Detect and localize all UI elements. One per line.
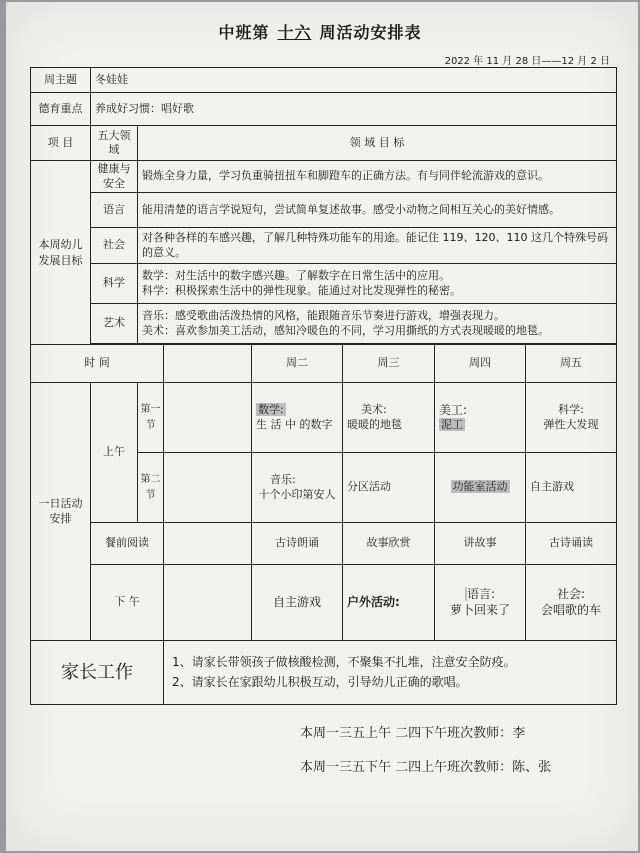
footer-line-2: 本周一三五下午 二四上午班次教师：陈、张 — [300, 760, 552, 775]
blank-cell — [164, 453, 252, 523]
activity-label: 语言: — [466, 586, 496, 601]
moral-value: 养成好习惯：唱好歌 — [91, 93, 617, 126]
goal-row — [31, 193, 617, 228]
cell-thu-reading: 讲故事 — [435, 523, 526, 565]
blank-cell — [164, 383, 252, 453]
cell-tue-s2 — [252, 453, 343, 523]
domains-header: 五大领域 — [91, 126, 138, 161]
table-header-row — [31, 126, 617, 161]
goal-domain: 社会 — [91, 228, 138, 264]
cell-wed-afternoon: 户外活动: — [343, 565, 435, 641]
goal-domain: 艺术 — [91, 304, 138, 344]
parents-label: 家长工作 — [31, 641, 164, 705]
theme-value: 冬娃娃 — [91, 68, 617, 93]
activity-label: 数学: — [258, 403, 284, 417]
moral-label: 德育重点 — [31, 93, 91, 126]
title-suffix: 周活动安排表 — [319, 23, 422, 42]
title-prefix: 中班第 — [218, 23, 270, 42]
cell-fri-reading: 古诗诵读 — [526, 523, 617, 565]
cell-thu-s2 — [435, 453, 526, 523]
goals-header: 领 域 目 标 — [138, 126, 617, 161]
parents-item: 1、请家长带领孩子做核酸检测，不聚集不扎堆，注意安全防疫。 — [172, 655, 516, 670]
activity-body: 弹性大发现 — [543, 417, 599, 431]
activity-body: 萝卜回来了 — [449, 602, 510, 617]
activity-label: 音乐: — [270, 473, 296, 487]
theme-label: 周主题 — [31, 68, 91, 93]
schedule-table — [30, 67, 617, 705]
day-header-thu: 周四 — [435, 345, 526, 383]
date-range: 2022 年 11 月 28 日——12 月 2 日 — [444, 56, 610, 67]
goal-row — [31, 304, 617, 344]
activity-label: 社会: — [556, 586, 586, 601]
activity-body: 会唱歌的车 — [540, 602, 601, 617]
day-header-tue: 周二 — [252, 345, 343, 383]
day-header-fri: 周五 — [526, 345, 617, 383]
cell-fri-s1 — [526, 383, 617, 453]
activity-body: 生 活 中 的数字 — [256, 417, 333, 431]
time-label: 时 间 — [31, 345, 164, 383]
goal-text: 对各种各样的车感兴趣，了解几种特殊功能车的用途。能记住 119、120、110 这几个特殊号码的意义。 — [138, 228, 617, 264]
activity-label: 科学: — [558, 403, 584, 417]
day-header-wed: 周三 — [343, 345, 435, 383]
activity-label: 美工: — [439, 402, 468, 417]
goals-block-label: 本周幼儿发展目标 — [31, 161, 91, 345]
afternoon-label: 下 午 — [91, 565, 164, 641]
activity-body: 泥工 — [441, 418, 463, 432]
session1-row — [31, 383, 617, 453]
footer-line-1: 本周一三五上午 二四下午班次教师：李 — [300, 726, 526, 741]
time-header-row — [31, 345, 617, 383]
goal-row — [31, 228, 617, 264]
activity-body: 十个小印第安人 — [258, 487, 336, 501]
page-title — [0, 20, 640, 43]
parents-row — [31, 641, 617, 705]
cell-wed-s1 — [343, 383, 435, 453]
day-header — [164, 345, 252, 383]
activity-body: 暖暖的地毯 — [347, 417, 402, 431]
goal-line: 美术：喜欢参加美工活动，感知冷暖色的不同，学习用撕纸的方式表现暖暖的地毯。 — [142, 323, 549, 337]
goal-text — [138, 264, 617, 304]
afternoon-row — [31, 565, 617, 641]
reading-row — [31, 523, 617, 565]
theme-row — [31, 68, 617, 93]
cell-thu-s1 — [435, 383, 526, 453]
morning-label: 上午 — [91, 383, 138, 523]
cell-wed-s2: 分区活动 — [343, 453, 435, 523]
cell-tue-afternoon: 自主游戏 — [252, 565, 343, 641]
project-header: 项 目 — [31, 126, 91, 161]
cell-tue-reading: 古诗朗诵 — [252, 523, 343, 565]
week-number: 十六 — [277, 23, 312, 42]
goal-row — [31, 161, 617, 193]
parents-item: 2、请家长在家跟幼儿积极互动，引导幼儿正确的歌唱。 — [172, 674, 468, 689]
goal-line: 数学：对生活中的数字感兴趣。了解数字在日常生活中的应用。 — [142, 269, 450, 283]
goal-line: 科学：积极探索生活中的弹性现象。能通过对比发现弹性的秘密。 — [142, 283, 461, 297]
blank-cell — [164, 565, 252, 641]
cell-fri-afternoon — [526, 565, 617, 641]
block-label: 一日活动安排 — [31, 383, 91, 641]
blank-cell — [164, 523, 252, 565]
reading-label: 餐前阅读 — [91, 523, 164, 565]
goal-text: 锻炼全身力量，学习负重骑扭扭车和脚蹬车的正确方法。有与同伴轮流游戏的意识。 — [138, 161, 617, 193]
goal-domain: 科学 — [91, 264, 138, 304]
cell-fri-s2: 自主游戏 — [526, 453, 617, 523]
moral-row — [31, 93, 617, 126]
goal-line: 音乐：感受歌曲活泼热情的风格，能跟随音乐节奏进行游戏，增强表现力。 — [142, 309, 505, 323]
goal-text — [138, 304, 617, 344]
goal-row — [31, 264, 617, 304]
goal-domain: 语言 — [91, 193, 138, 228]
cell-thu-afternoon — [435, 565, 526, 641]
activity-body: 功能室活动 — [452, 480, 508, 494]
cell-tue-s1 — [252, 383, 343, 453]
parents-items — [164, 641, 617, 705]
session2-label: 第二节 — [138, 453, 164, 523]
session1-label: 第一节 — [138, 383, 164, 453]
goal-text: 能用清楚的语言学说短句，尝试简单复述故事。感受小动物之间相互关心的美好情感。 — [138, 193, 617, 228]
activity-label: 美术: — [361, 403, 387, 417]
goal-domain: 健康与安全 — [91, 161, 138, 193]
cell-wed-reading: 故事欣赏 — [343, 523, 435, 565]
